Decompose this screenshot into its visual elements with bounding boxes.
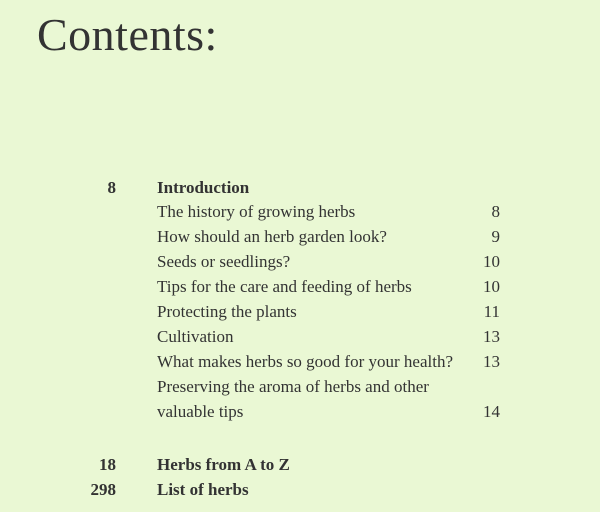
toc-entry-label: Protecting the plants — [157, 302, 297, 321]
toc-entry-label: Cultivation — [157, 327, 234, 346]
section-title: Herbs from A to Z — [157, 455, 290, 474]
toc-entry — [157, 327, 500, 352]
toc-entry-label: Tips for the care and feeding of herbs — [157, 277, 412, 296]
toc-entry — [157, 352, 500, 377]
section-page-number: 18 — [99, 455, 116, 474]
toc-entry — [157, 402, 500, 427]
page-title: Contents: — [37, 9, 218, 60]
toc-entry-label: The history of growing herbs — [157, 202, 356, 221]
toc-entry — [157, 252, 500, 277]
toc-entry-label: Seeds or seedlings? — [157, 252, 291, 271]
toc-entry — [157, 202, 500, 227]
toc-entry-label: What makes herbs so good for your health? — [157, 352, 453, 371]
toc-entry — [157, 377, 500, 402]
toc-entry-page: 10 — [483, 252, 500, 271]
toc-entry-page: 11 — [483, 302, 500, 321]
toc-entry — [157, 277, 500, 302]
toc-entry-page: 13 — [483, 352, 500, 371]
section-page-number: 8 — [107, 178, 116, 197]
toc-entry-label: valuable tips — [157, 402, 244, 421]
toc-entry-label: Preserving the aroma of herbs and other — [157, 377, 429, 396]
toc-entry-page: 8 — [491, 202, 500, 221]
section-page-number: 298 — [90, 480, 116, 499]
section-title: List of herbs — [157, 480, 249, 499]
toc-entry — [157, 227, 500, 252]
toc-entry-page: 13 — [483, 327, 500, 346]
toc-entry-page: 9 — [491, 227, 500, 246]
toc-entry-page: 10 — [483, 277, 500, 296]
toc-entry-label: How should an herb garden look? — [157, 227, 387, 246]
section-title: Introduction — [157, 178, 250, 197]
toc-entry-page: 14 — [483, 402, 500, 421]
toc-entry — [157, 302, 500, 327]
